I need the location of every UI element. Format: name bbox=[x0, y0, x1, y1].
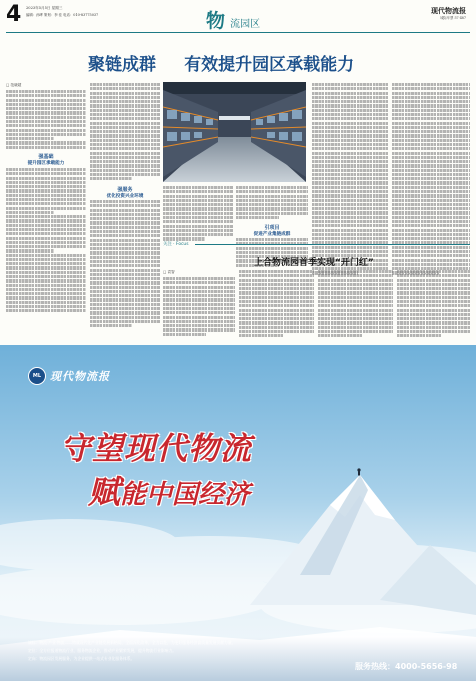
warehouse-photo bbox=[163, 82, 306, 182]
second-article-col3 bbox=[318, 270, 393, 340]
body-text-col3 bbox=[163, 186, 233, 246]
masthead bbox=[0, 0, 476, 40]
warehouse-illustration bbox=[163, 82, 306, 182]
ad-logo-icon: ML bbox=[28, 367, 46, 385]
body-text-col2b bbox=[90, 200, 160, 340]
ad-logo-text: 现代物流报 bbox=[50, 370, 110, 383]
masthead-rule bbox=[6, 32, 470, 33]
date-line: 2023年5月5日 星期三 bbox=[26, 6, 63, 10]
sub1-subtitle: 提升园区承载能力 bbox=[27, 161, 65, 166]
sub3-heading bbox=[236, 224, 308, 237]
paper-sub: 城际车票 57·487 bbox=[440, 16, 466, 20]
body-text-col5 bbox=[312, 83, 388, 283]
byline: □ 范晓超 bbox=[6, 83, 22, 87]
ad-banner bbox=[0, 345, 476, 681]
second-article-col4 bbox=[397, 270, 470, 340]
focus-tag: 关注 · Focus bbox=[163, 242, 189, 247]
body-text-col2 bbox=[90, 83, 160, 183]
ad-hotline: 服务热线：4000-5656-98 bbox=[355, 662, 458, 671]
focus-divider bbox=[163, 241, 470, 249]
mountain-illustration bbox=[0, 345, 476, 681]
body-text bbox=[6, 90, 86, 150]
ad-footer-line-1: 城际：物流·产业·物流——铸就现代化产业链发展新格局，全面深化改革，全力以赴，为更好服务经济高质量发展贡献力量。 bbox=[28, 640, 236, 645]
second-article-title: 上合物流园首季实现“开门红” bbox=[254, 258, 374, 268]
sub3-subtitle: 促进产业集链成群 bbox=[253, 232, 291, 237]
sub3-title: 引项目 bbox=[264, 225, 280, 231]
ad-title-line2-rest: 能中国经济 bbox=[120, 480, 251, 510]
sub1-title: 强基础 bbox=[38, 154, 54, 160]
ad-footer-line-2: 定位：全方位报道物流行业，服务物流企业，推动产业繁荣发展，提升物流行业影响力。 bbox=[28, 648, 177, 653]
headline-left: 聚链成群 bbox=[88, 55, 156, 75]
section-title bbox=[206, 6, 260, 33]
section-sub: 流园区 bbox=[230, 19, 261, 30]
paper-name: 现代物流报 bbox=[431, 6, 466, 15]
sub2-heading bbox=[90, 186, 160, 199]
body-text-col4 bbox=[236, 186, 308, 246]
second-article-byline: □ 袁智 bbox=[163, 270, 175, 274]
body-text-col6 bbox=[392, 83, 470, 283]
body-text bbox=[6, 168, 86, 318]
section-main: 物 bbox=[206, 10, 226, 32]
focus-rule bbox=[195, 244, 470, 245]
second-article-col1 bbox=[163, 277, 235, 340]
left-column bbox=[6, 83, 86, 340]
sub2-title: 强服务 bbox=[117, 187, 133, 193]
ad-logo bbox=[28, 367, 110, 385]
headline-right: 有效提升园区承载能力 bbox=[184, 55, 355, 75]
ad-footer-line-3: 定向：物流园区发展服务，为企业提供一站式专业化服务体系。 bbox=[28, 656, 135, 661]
ad-title-line1: 守望现代物流 bbox=[60, 431, 252, 467]
second-article-col2 bbox=[239, 270, 314, 340]
ad-footer bbox=[0, 637, 476, 681]
page-number: 4 bbox=[6, 2, 22, 27]
ad-title-line2 bbox=[88, 467, 250, 513]
ad-title-line2-big: 赋 bbox=[88, 473, 121, 511]
headline bbox=[88, 50, 468, 75]
sub2-subtitle: 优化投资兴业环境 bbox=[106, 194, 144, 199]
editor-line: 编辑：孙晔 策划：李 佳 电话：010-83775037 bbox=[26, 13, 99, 17]
